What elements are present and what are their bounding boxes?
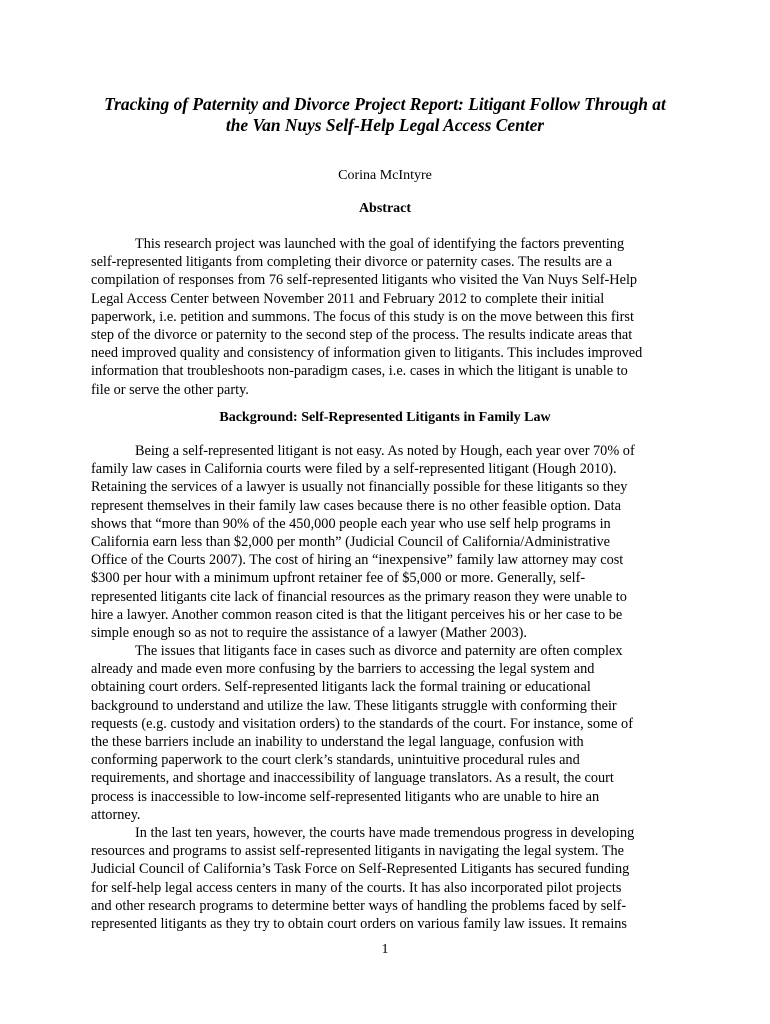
text-line: Judicial Council of California’s Task Force on Self-Represented Litigants has secured funding bbox=[91, 861, 630, 878]
text-line: In the last ten years, however, the courts have made tremendous progress in developing bbox=[135, 825, 635, 841]
page-number: 1 bbox=[381, 942, 389, 957]
text-line: and other research programs to determine better ways of handling the problems faced by self- bbox=[91, 897, 627, 914]
text-line: for self-help legal access centers in many of the courts. It has also incorporated pilot projects bbox=[91, 879, 622, 896]
text-line: file or serve the other party. bbox=[91, 381, 249, 398]
text-line: requirements, and shortage and inaccessibility of language translators. As a result, the court bbox=[91, 770, 614, 787]
text-line: already and made even more confusing by the barriers to accessing the legal system and bbox=[91, 661, 595, 678]
text-line: $300 per hour with a minimum upfront retainer fee of $5,000 or more. Generally, self- bbox=[91, 570, 586, 587]
text-line: Retaining the services of a lawyer is usually not financially possible for these litigants so they bbox=[91, 479, 628, 496]
text-line: the these barriers include an inability to understand the legal language, confusion with bbox=[91, 734, 584, 751]
text-line: shows that “more than 90% of the 450,000 people each year who use self help programs in bbox=[91, 515, 611, 532]
title-line: Tracking of Paternity and Divorce Project Report: Litigant Follow Through at bbox=[104, 94, 666, 114]
text-line: simple enough so as not to require the assistance of a lawyer (Mather 2003). bbox=[91, 625, 527, 642]
abstract-heading: Abstract bbox=[358, 201, 412, 216]
abstract-paragraph bbox=[91, 235, 683, 399]
text-line: Being a self-represented litigant is not easy. As noted by Hough, each year over 70% of bbox=[135, 443, 635, 459]
text-line: represented litigants as they try to obtain court orders on various family law issues. It remains bbox=[91, 916, 628, 933]
text-line: paperwork, i.e. petition and summons. The focus of this study is on the move between this first bbox=[91, 308, 634, 325]
text-line: Legal Access Center between November 2011 and February 2012 to complete their initial bbox=[91, 290, 605, 307]
body-paragraph-3 bbox=[91, 824, 683, 933]
text-line: self-represented litigants from completing their divorce or paternity cases. The results are a bbox=[91, 254, 612, 271]
text-line: information that troubleshoots non-paradigm cases, i.e. cases in which the litigant is unable to bbox=[91, 363, 628, 380]
text-line: represent themselves in their family law cases because there is no other feasible option. Data bbox=[91, 497, 621, 514]
author-name: Corina McIntyre bbox=[338, 168, 432, 183]
text-line: compilation of responses from 76 self-represented litigants who visited the Van Nuys Self-Help bbox=[91, 272, 638, 289]
text-line: California earn less than $2,000 per month” (Judicial Council of California/Administrative bbox=[91, 534, 610, 551]
text-line: need improved quality and consistency of information given to litigants. This includes improved bbox=[91, 345, 643, 362]
text-line: step of the divorce or paternity to the second step of the process. The results indicate areas that bbox=[91, 327, 633, 344]
body-paragraph-1 bbox=[91, 442, 683, 642]
text-line: This research project was launched with the goal of identifying the factors preventing bbox=[135, 236, 625, 252]
text-line: obtaining court orders. Self-represented litigants lack the formal training or educational bbox=[91, 679, 591, 696]
text-line: resources and programs to assist self-represented litigants in navigating the legal system. The bbox=[91, 843, 624, 860]
text-line: represented litigants cite lack of financial resources as the primary reason they were unable to bbox=[91, 588, 627, 605]
text-line: hire a lawyer. Another common reason cited is that the litigant perceives his or her case to be bbox=[91, 606, 623, 623]
text-line: Office of the Courts 2007). The cost of hiring an “inexpensive” family law attorney may cost bbox=[91, 552, 624, 569]
text-line: requests (e.g. custody and visitation orders) to the standards of the court. For instance, some of bbox=[91, 715, 633, 732]
text-line: conforming paperwork to the court clerk’s standards, unintuitive procedural rules and bbox=[91, 752, 580, 769]
text-line: attorney. bbox=[91, 806, 141, 823]
title-line: the Van Nuys Self-Help Legal Access Center bbox=[225, 115, 545, 135]
text-line: process is inaccessible to low-income self-represented litigants who are unable to hire an bbox=[91, 788, 600, 805]
text-line: family law cases in California courts were filed by a self-represented litigant (Hough 2010). bbox=[91, 461, 617, 478]
document-title bbox=[80, 94, 690, 136]
section-heading: Background: Self-Represented Litigants in Family Law bbox=[219, 410, 551, 425]
text-line: The issues that litigants face in cases such as divorce and paternity are often complex bbox=[135, 643, 623, 659]
body-paragraph-2 bbox=[91, 642, 683, 824]
text-line: background to understand and utilize the law. These litigants struggle with conforming their bbox=[91, 697, 617, 714]
